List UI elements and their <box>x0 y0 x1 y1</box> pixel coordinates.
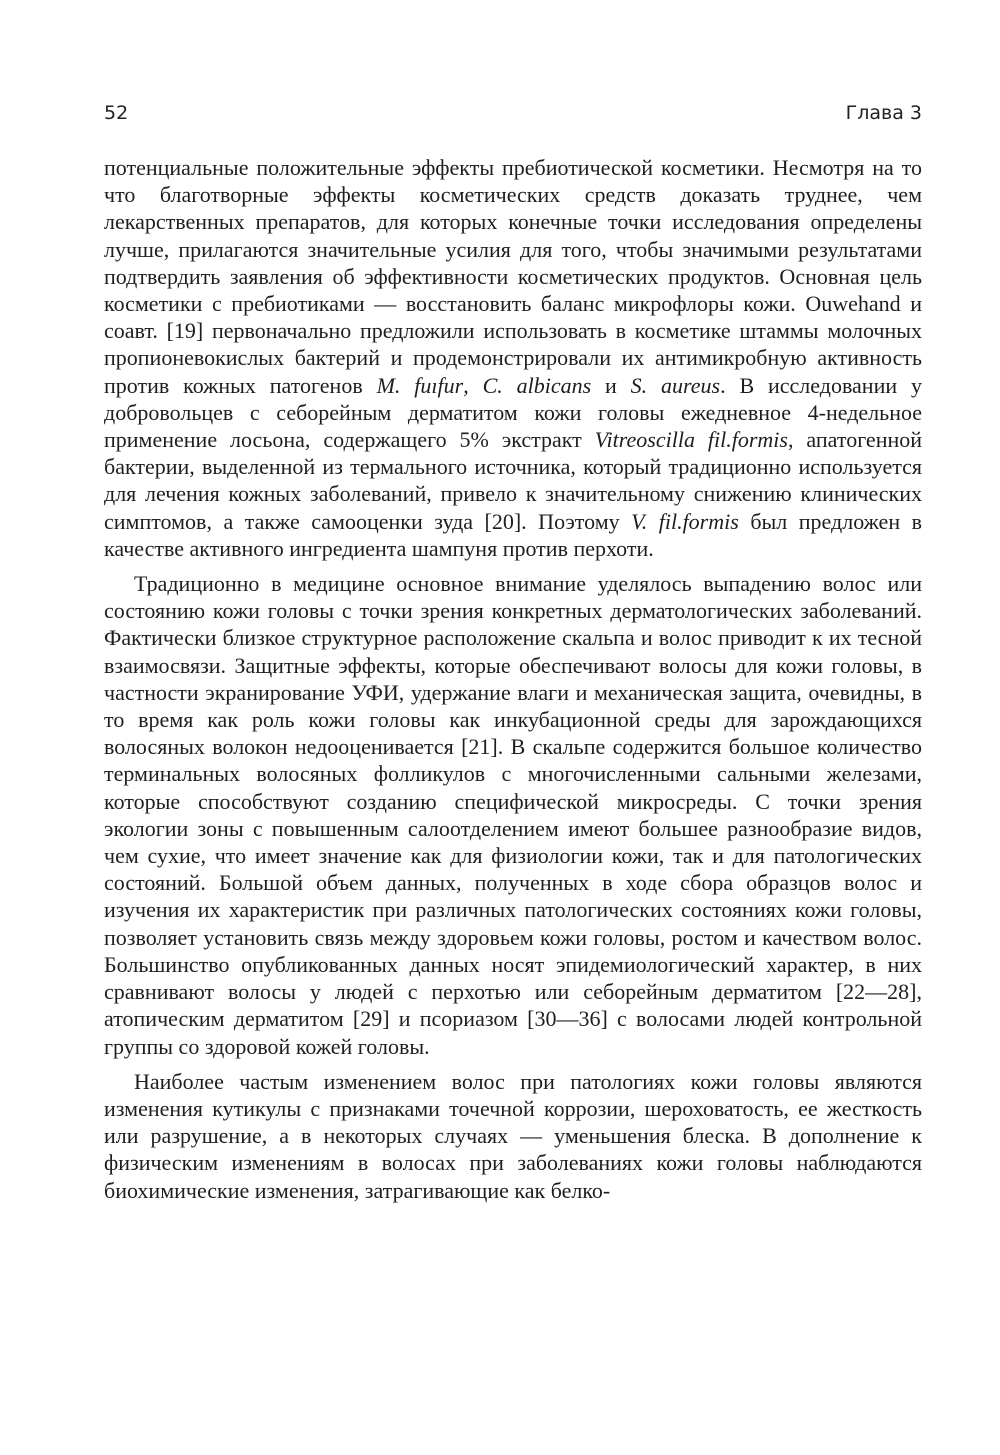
paragraph-2 <box>104 570 922 1060</box>
book-page <box>104 100 922 1204</box>
text-run: Традиционно в медицине основное внимание уделялось выпадению волос или состоянию кожи головы с точки зрения конкретных дерматологических заболеваний. Фактически близкое структурное расположение скальпа и волос приводит к их тесной взаимосвязи. Защитные эффекты, которые обеспечивают волосы для кожи головы, в частности экранирование УФИ, удержание влаги и механическая защита, очевидны, в то время как роль кожи головы как инкубационной среды для зарождающихся волосяных волокон недооценивается [21]. В скальпе содержится большое количество терминальных волосяных фолликулов с многочисленными сальными железами, которые способствуют созданию специфической микросреды. С точки зрения экологии зоны с повышенным салоотделением имеют большее разнообразие видов, чем сухие, что имеет значение как для физиологии кожи, так и для патологических состояний. Большой объем данных, полученных в ходе сбора образцов волос и изучения их характеристик при различных патологических состояниях кожи головы, позволяет установить связь между здоровьем кожи головы, ростом и качеством волос. Большинство опубликованных данных носят эпидемиологический характер, в них сравнивают волосы у людей с перхотью или себорейным дерматитом [22—28], атопическим дерматитом [29] и псориазом [30—36] с волосами людей контрольной группы со здоровой кожей головы. <box>104 571 922 1059</box>
italic-term: M. fuıfur <box>376 372 464 398</box>
italic-term: C. albicans <box>482 372 592 398</box>
text-run: , <box>463 372 483 398</box>
running-header <box>104 100 922 126</box>
page-number: 52 <box>104 102 129 124</box>
italic-term: V. fil.formis <box>631 508 739 534</box>
text-run: потенциальные положительные эффекты пребиотической косметики. Несмотря на то что благотворные эффекты косметических средств доказать труднее, чем лекарственных препаратов, для которых конечные точки исследования определены лучше, прилагаются значительные усилия для того, чтобы значимыми результатами подтвердить заявления об эффективности косметических продуктов. Основная цель косметики с пребиотиками — восстановить баланс микрофлоры кожи. Ouwehand и соавт. [19] первоначально предложили использовать в косметике штаммы молочных пропионевокислых бактерий и продемонстрировали их антимикробную активность против кожных патогенов <box>104 155 922 398</box>
text-run: . В исследовании у добровольцев с себорейным дерматитом кожи головы ежедневное 4-недельное применение лосьона, содержащего 5% экстракт <box>104 372 922 453</box>
chapter-label: Глава 3 <box>845 102 922 124</box>
text-run: был предложен в качестве активного ингредиента шампуня против перхоти. <box>104 508 922 561</box>
body-text <box>104 154 922 1204</box>
text-run: и <box>591 372 631 398</box>
text-run: Наиболее частым изменением волос при патологиях кожи головы являются изменения кутикулы с признаками точечной коррозии, шероховатость, ее жесткость или разрушение, а в некоторых случаях — уменьшения блеска. В дополнение к физическим изменениям в волосах при заболеваниях кожи головы наблюдаются биохимические изменения, затрагивающие как белко- <box>104 1068 922 1203</box>
italic-term: S. aureus <box>630 372 721 398</box>
italic-term: Vitreoscilla fil.formis <box>594 427 788 453</box>
paragraph-3 <box>104 1068 922 1204</box>
text-run: , апатогенной бактерии, выделенной из термального источника, который традиционно используется для лечения кожных заболеваний, привело к значительному снижению клинических симптомов, а также самооценки зуда [20]. Поэтому <box>104 427 923 534</box>
paragraph-1 <box>104 154 922 562</box>
